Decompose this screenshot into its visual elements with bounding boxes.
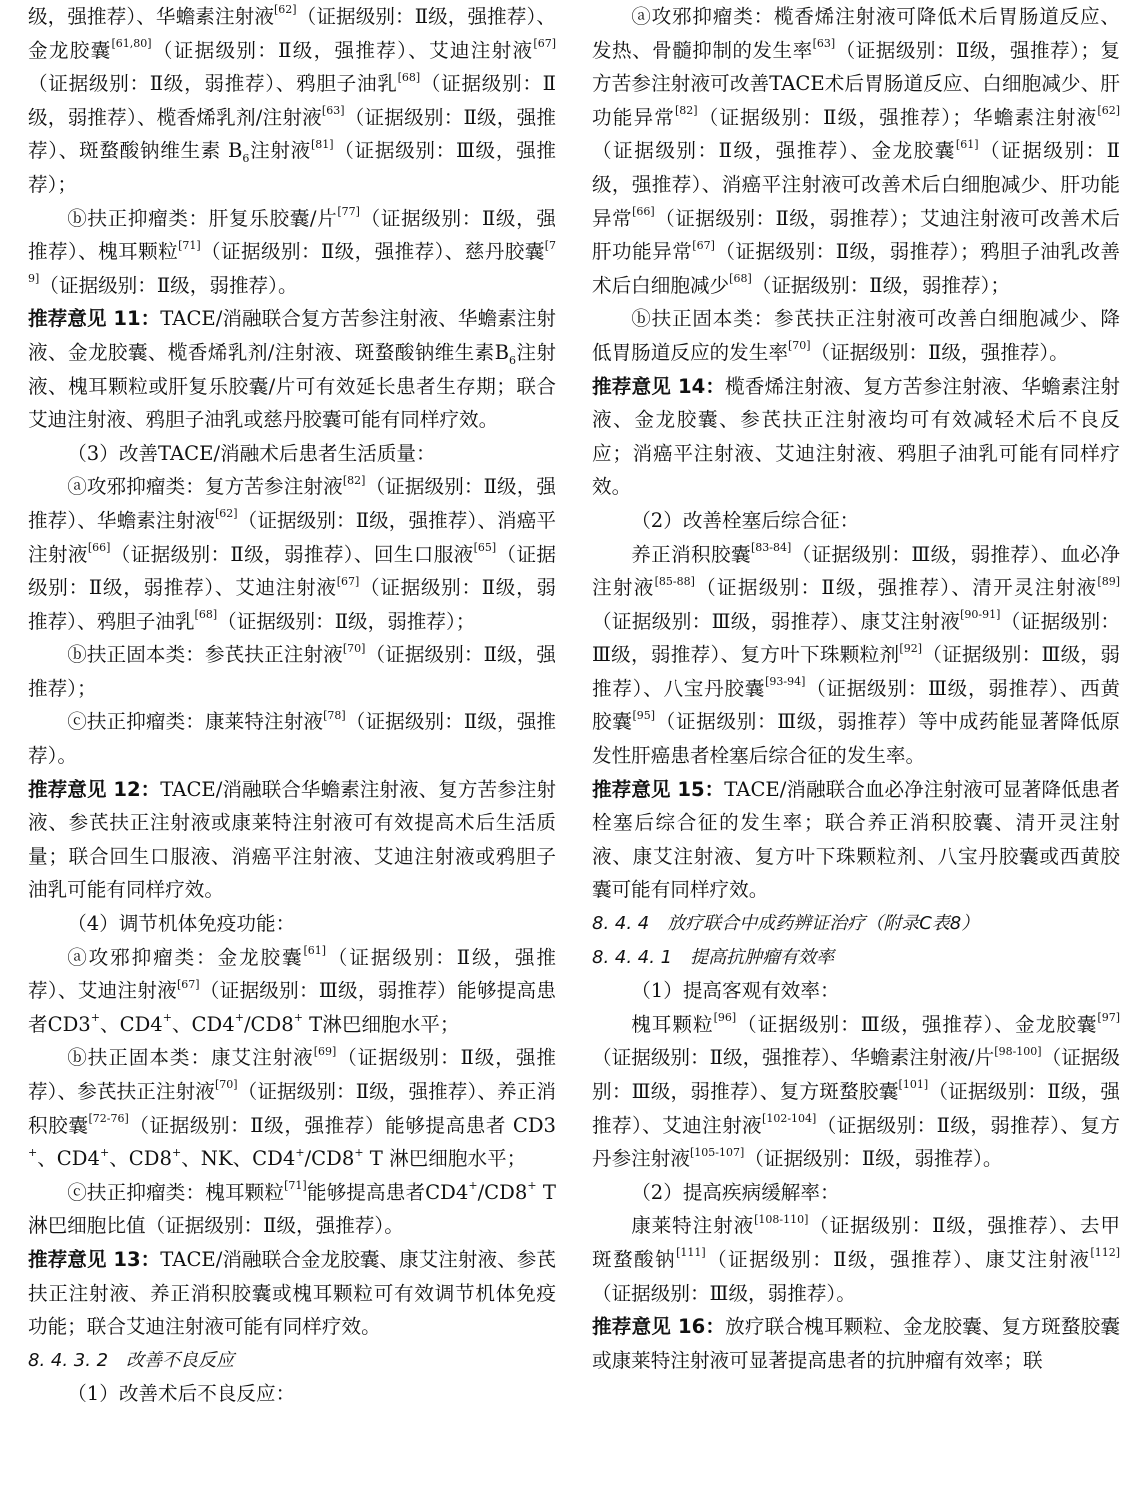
citation-superscript: [105-107] bbox=[689, 1145, 745, 1159]
text-run: ⓒ扶正抑瘤类：槐耳颗粒 bbox=[67, 1180, 285, 1204]
citation-superscript: + bbox=[162, 1011, 172, 1025]
recommendation-label: 推荐意见 13： bbox=[28, 1247, 161, 1271]
citation-superscript: [96] bbox=[713, 1011, 737, 1025]
body-paragraph bbox=[28, 1176, 556, 1243]
text-run: （证据级别：Ⅱ级，弱推荐）； bbox=[751, 273, 1010, 297]
text-run: 能够提高患者CD4 bbox=[306, 1180, 469, 1204]
text-run: （证据级别：Ⅲ级，弱推荐）。 bbox=[592, 1281, 856, 1305]
citation-superscript: [81] bbox=[310, 137, 334, 151]
recommendation-paragraph bbox=[28, 302, 556, 436]
citation-superscript: [69] bbox=[313, 1044, 337, 1058]
text-run: ⓑ扶正固本类：参芪扶正注射液可改善白细胞减少、降低胃肠道反应的发生率 bbox=[592, 307, 1120, 364]
body-paragraph bbox=[28, 638, 556, 705]
body-paragraph bbox=[592, 1008, 1120, 1176]
text-run: （证据级别：Ⅱ级，强推荐）、金龙胶囊 bbox=[28, 5, 556, 62]
citation-superscript: [70] bbox=[787, 339, 811, 353]
text-run: 、NK、CD4 bbox=[181, 1147, 296, 1171]
body-paragraph bbox=[592, 538, 1120, 773]
text-run: ⓑ扶正抑瘤类：肝复乐胶囊/片 bbox=[67, 206, 338, 230]
text-run: T淋巴细胞水平； bbox=[302, 1012, 460, 1036]
citation-superscript: [85-88] bbox=[654, 574, 695, 588]
text-run: （证据级别：Ⅲ级，弱推荐）、康艾注射液 bbox=[592, 609, 961, 633]
text-run: （证据级别：Ⅱ级，弱推荐）、艾迪注射液 bbox=[28, 542, 556, 600]
body-paragraph bbox=[592, 1209, 1120, 1310]
text-run: （证据级别：Ⅱ级，强推荐）、慈丹胶囊 bbox=[200, 240, 545, 264]
recommendation-paragraph bbox=[28, 773, 556, 907]
text-run: （证据级别：Ⅱ级，强推荐）、康艾注射液 bbox=[705, 1247, 1091, 1271]
citation-superscript: [71] bbox=[178, 238, 201, 252]
text-run: （证据级别：Ⅲ级，强推荐）； bbox=[28, 139, 557, 196]
text-run: 、CD4 bbox=[37, 1147, 100, 1171]
text-run: 8. 4. 4. 1 提高抗肿瘤有效率 bbox=[592, 946, 835, 968]
citation-superscript: + bbox=[295, 1145, 305, 1159]
text-run: TACE/消融联合血必净注射液可显著降低患者栓塞后综合征的发生率；联合养正消积胶囊、清开灵注射液、康艾注射液、复方叶下珠颗粒剂、八宝丹胶囊或西黄胶囊可能有同样疗效。 bbox=[592, 777, 1120, 902]
text-run: （证据级别：Ⅱ级，强推荐）；复方苦参注射液可改善TACE术后胃肠道反应、白细胞减少、肝功能异常 bbox=[592, 38, 1120, 129]
text-run: （证据级别：Ⅱ级，强推荐）； bbox=[28, 643, 556, 700]
recommendation-paragraph bbox=[28, 1243, 556, 1344]
citation-superscript: [89] bbox=[1097, 574, 1120, 588]
body-paragraph bbox=[28, 202, 556, 303]
citation-superscript: + bbox=[234, 1011, 244, 1025]
text-run: （证据级别：Ⅲ级，弱推荐）能够提高患者CD3 bbox=[28, 979, 556, 1036]
text-run: 榄香烯注射液、复方苦参注射液、华蟾素注射液、金龙胶囊、参芪扶正注射液均可有效减轻术后不良反应；消癌平注射液、艾迪注射液、鸦胆子油乳可能有同样疗效。 bbox=[592, 374, 1120, 499]
body-paragraph bbox=[592, 1176, 1120, 1210]
text-run: T淋巴细胞比值（证据级别：Ⅱ级，强推荐）。 bbox=[28, 1180, 556, 1238]
text-run: （证据级别：Ⅱ级，弱推荐）、回生口服液 bbox=[110, 542, 474, 566]
text-run: （证据级别：Ⅱ级，强推荐）、华蟾素注射液/片 bbox=[592, 1046, 995, 1070]
text-run: （证据级别：Ⅱ级，强推荐）能够提高患者 CD3 bbox=[128, 1113, 557, 1137]
body-paragraph bbox=[28, 1041, 556, 1175]
recommendation-paragraph bbox=[592, 370, 1120, 504]
text-run: 康莱特注射液 bbox=[631, 1214, 755, 1238]
body-paragraph bbox=[28, 1377, 556, 1411]
text-run: （证据级别：Ⅲ级，强推荐）、金龙胶囊 bbox=[736, 1012, 1098, 1036]
text-run: （证据级别：Ⅱ级，强推荐）、槐耳颗粒 bbox=[28, 206, 556, 264]
citation-superscript: + bbox=[468, 1179, 478, 1193]
citation-superscript: [77] bbox=[337, 205, 360, 219]
text-run: （证据级别：Ⅱ级，强推荐）、养正消积胶囊 bbox=[28, 1080, 556, 1137]
citation-superscript: [66] bbox=[87, 540, 111, 554]
text-run: （证据级别：Ⅱ级，弱推荐）、复方丹参注射液 bbox=[592, 1113, 1120, 1171]
citation-superscript: [70] bbox=[214, 1078, 238, 1092]
text-run: 养正消积胶囊 bbox=[631, 542, 751, 566]
text-run: ⓐ攻邪抑瘤类：复方苦参注射液 bbox=[67, 475, 343, 499]
text-run: 、CD4 bbox=[171, 1012, 235, 1036]
text-run: （证据级别：Ⅱ级，弱推荐）。 bbox=[39, 273, 298, 297]
citation-superscript: [65] bbox=[473, 540, 497, 554]
text-run: 、CD8 bbox=[109, 1147, 172, 1171]
text-run: （3）改善TACE/消融术后患者生活质量： bbox=[67, 441, 436, 465]
citation-superscript: [111] bbox=[676, 1246, 706, 1260]
text-run: /CD8 bbox=[477, 1180, 528, 1204]
text-run: （证据级别：Ⅲ级，弱推荐）、西黄胶囊 bbox=[592, 676, 1120, 734]
body-paragraph bbox=[28, 437, 556, 471]
citation-superscript: [62] bbox=[1097, 104, 1120, 118]
citation-superscript: [102-104] bbox=[762, 1112, 817, 1126]
text-run: TACE/消融联合复方苦参注射液、华蟾素注射液、金龙胶囊、榄香烯乳剂/注射液、斑蝥酸钠维生素B bbox=[28, 307, 556, 364]
citation-superscript: [67] bbox=[336, 574, 360, 588]
citation-superscript: [71] bbox=[284, 1179, 307, 1193]
text-run: （证据级别：Ⅱ级，强推荐）；华蟾素注射液 bbox=[697, 105, 1098, 129]
citation-superscript: [92] bbox=[899, 641, 922, 655]
subscript: 6 bbox=[242, 152, 250, 166]
text-run: （证据级别：Ⅲ级，弱推荐）、八宝丹胶囊 bbox=[592, 643, 1120, 700]
citation-superscript: + bbox=[354, 1145, 364, 1159]
citation-superscript: [62] bbox=[214, 507, 238, 521]
citation-superscript: [70] bbox=[342, 641, 366, 655]
citation-superscript: [61] bbox=[303, 944, 327, 958]
citation-superscript: [68] bbox=[729, 272, 752, 286]
section-heading bbox=[592, 907, 1120, 941]
citation-superscript: + bbox=[527, 1179, 537, 1193]
text-run: （证据级别：Ⅱ级，强推荐）。 bbox=[28, 710, 556, 768]
body-paragraph bbox=[28, 705, 556, 772]
citation-superscript: [66] bbox=[632, 205, 655, 219]
recommendation-label: 推荐意见 16： bbox=[592, 1315, 726, 1339]
citation-superscript: [112] bbox=[1090, 1246, 1120, 1260]
text-run: （证据级别：Ⅱ级，强推荐）、金龙胶囊 bbox=[592, 139, 956, 163]
citation-superscript: [67] bbox=[533, 37, 556, 51]
text-run: （证据级别：Ⅲ级，弱推荐）等中成药能显著降低原发性肝癌患者栓塞后综合征的发生率。 bbox=[592, 710, 1121, 768]
text-run: （证据级别：Ⅱ级，弱推荐）； bbox=[217, 609, 476, 633]
text-run: TACE/消融联合金龙胶囊、康艾注射液、参芪扶正注射液、养正消积胶囊或槐耳颗粒可有效调节机体免疫功能；联合艾迪注射液可能有同样疗效。 bbox=[28, 1247, 556, 1339]
citation-superscript: [68] bbox=[194, 608, 218, 622]
text-run: （证据级别：Ⅱ级，弱推荐）、鸦胆子油乳 bbox=[28, 72, 398, 96]
text-run: ⓐ攻邪抑瘤类：榄香烯注射液可降低术后胃肠道反应、发热、骨髓抑制的发生率 bbox=[592, 5, 1120, 62]
text-run: （证据级别：Ⅱ级，强推荐）、斑蝥酸钠维生素 B bbox=[28, 105, 556, 163]
citation-superscript: + bbox=[99, 1145, 110, 1159]
text-run: （证据级别：Ⅱ级，强推荐）、消癌平注射液可改善术后白细胞减少、肝功能异常 bbox=[592, 139, 1120, 230]
citation-superscript: [67] bbox=[692, 238, 715, 252]
text-run: （证据级别：Ⅲ级，弱推荐）、血必净注射液 bbox=[592, 542, 1120, 600]
recommendation-label: 推荐意见 15： bbox=[592, 777, 725, 801]
citation-superscript: + bbox=[293, 1011, 303, 1025]
text-run: （证据级别：Ⅱ级，强推荐）、消癌平注射液 bbox=[28, 508, 556, 566]
citation-superscript: [61] bbox=[955, 137, 979, 151]
text-run: （证据级别：Ⅱ级，强推荐）、去甲斑蝥酸钠 bbox=[592, 1214, 1120, 1271]
citation-superscript: [62] bbox=[274, 3, 297, 17]
text-run: （证据级别：Ⅱ级，弱推荐）；鸦胆子油乳改善术后白细胞减少 bbox=[592, 240, 1121, 297]
text-run: （证据级别：Ⅱ级，弱推荐）、鸦胆子油乳 bbox=[28, 576, 556, 633]
citation-superscript: [72-76] bbox=[88, 1112, 129, 1126]
recommendation-label: 推荐意见 14： bbox=[592, 374, 726, 398]
citation-superscript: [95] bbox=[632, 708, 656, 722]
body-paragraph bbox=[592, 0, 1120, 302]
text-run: 8. 4. 4 放疗联合中成药辨证治疗（附录C表8） bbox=[592, 913, 980, 935]
text-run: （证据级别：Ⅱ级，强推荐）、艾迪注射液 bbox=[592, 1080, 1120, 1137]
citation-superscript: [68] bbox=[397, 70, 421, 84]
citation-superscript: [63] bbox=[812, 37, 836, 51]
subscript: 6 bbox=[509, 353, 517, 367]
text-run: （证据级别：Ⅱ级，弱推荐）、榄香烯乳剂/注射液 bbox=[28, 72, 556, 129]
citation-superscript: [97] bbox=[1097, 1011, 1120, 1025]
body-paragraph bbox=[592, 504, 1120, 538]
citation-superscript: [98-100] bbox=[994, 1044, 1042, 1058]
text-run: TACE/消融联合华蟾素注射液、复方苦参注射液、参芪扶正注射液或康莱特注射液可有效提高术后生活质量；联合回生口服液、消癌平注射液、艾迪注射液或鸦胆子油乳可能有同样疗效。 bbox=[28, 777, 556, 902]
citation-superscript: [63] bbox=[321, 104, 345, 118]
recommendation-paragraph bbox=[592, 1310, 1120, 1377]
left-column bbox=[28, 0, 556, 1411]
citation-superscript: [67] bbox=[176, 977, 200, 991]
text-run: ⓐ攻邪抑瘤类：金龙胶囊 bbox=[67, 945, 304, 969]
citation-superscript: + bbox=[90, 1011, 100, 1025]
section-heading bbox=[592, 941, 1120, 975]
right-column bbox=[592, 0, 1120, 1377]
text-run: （证据级别：Ⅲ级，弱推荐）、复方斑蝥胶囊 bbox=[592, 1046, 1121, 1103]
citation-superscript: + bbox=[28, 1145, 38, 1159]
text-run: 8. 4. 3. 2 改善不良反应 bbox=[28, 1349, 235, 1371]
text-run: （证据级别：Ⅱ级，弱推荐）。 bbox=[744, 1147, 1003, 1171]
text-run: （2）改善栓塞后综合征： bbox=[631, 508, 860, 532]
recommendation-label: 推荐意见 12： bbox=[28, 777, 161, 801]
body-paragraph bbox=[592, 974, 1120, 1008]
body-paragraph bbox=[28, 470, 556, 638]
citation-superscript: [90-91] bbox=[960, 608, 1001, 622]
citation-superscript: [82] bbox=[674, 104, 698, 118]
citation-superscript: [79] bbox=[28, 238, 556, 286]
text-run: 注射液 bbox=[249, 139, 311, 163]
text-run: 放疗联合槐耳颗粒、金龙胶囊、复方斑蝥胶囊或康莱特注射液可显著提高患者的抗肿瘤有效率；联 bbox=[592, 1315, 1120, 1372]
text-run: （证据级别：Ⅱ级，强推荐）、艾迪注射液 bbox=[28, 945, 556, 1003]
body-paragraph bbox=[28, 907, 556, 941]
text-run: （2）提高疾病缓解率： bbox=[631, 1180, 840, 1204]
text-run: （证据级别：Ⅲ级，弱推荐）、复方叶下珠颗粒剂 bbox=[592, 609, 1120, 667]
citation-superscript: [82] bbox=[342, 473, 366, 487]
text-run: /CD8 bbox=[243, 1012, 294, 1036]
text-run: （证据级别：Ⅱ级，弱推荐）；艾迪注射液可改善术后肝功能异常 bbox=[592, 206, 1120, 264]
citation-superscript: [93-94] bbox=[765, 675, 806, 689]
text-run: （证据级别：Ⅱ级，强推荐）、参芪扶正注射液 bbox=[28, 1046, 556, 1103]
citation-superscript: [83-84] bbox=[750, 540, 792, 554]
recommendation-label: 推荐意见 11： bbox=[28, 307, 161, 331]
text-run: （证据级别：Ⅱ级，强推荐）、艾迪注射液 bbox=[151, 38, 534, 62]
text-run: /CD8 bbox=[304, 1147, 355, 1171]
text-run: 槐耳颗粒 bbox=[631, 1012, 714, 1036]
citation-superscript: [78] bbox=[323, 708, 346, 722]
text-run: （证据级别：Ⅱ级，强推荐）、清开灵注射液 bbox=[694, 576, 1098, 600]
text-run: （1）改善术后不良反应： bbox=[67, 1382, 296, 1406]
citation-superscript: + bbox=[171, 1145, 182, 1159]
text-run: （证据级别：Ⅱ级，强推荐）、华蟾素注射液 bbox=[28, 475, 556, 532]
text-run: ⓒ扶正抑瘤类：康莱特注射液 bbox=[67, 710, 324, 734]
text-run: （4）调节机体免疫功能： bbox=[67, 912, 296, 936]
citation-superscript: [101] bbox=[898, 1078, 929, 1092]
text-run: 注射液、槐耳颗粒或肝复乐胶囊/片可有效延长患者生存期；联合艾迪注射液、鸦胆子油乳或慈丹胶囊可能有同样疗效。 bbox=[28, 340, 556, 432]
section-heading bbox=[28, 1344, 556, 1378]
text-run: ⓑ扶正固本类：康艾注射液 bbox=[67, 1046, 314, 1070]
text-run: T 淋巴细胞水平； bbox=[363, 1147, 527, 1171]
body-paragraph bbox=[28, 941, 556, 1042]
text-run: 、CD4 bbox=[99, 1012, 163, 1036]
body-paragraph-continued bbox=[28, 0, 556, 202]
text-run: ⓑ扶正固本类：参芪扶正注射液 bbox=[67, 643, 343, 667]
citation-superscript: [108-110] bbox=[754, 1212, 809, 1226]
body-paragraph bbox=[592, 302, 1120, 369]
recommendation-paragraph bbox=[592, 773, 1120, 907]
text-run: （1）提高客观有效率： bbox=[631, 979, 840, 1003]
citation-superscript: [61,80] bbox=[111, 37, 152, 51]
text-run: （证据级别：Ⅱ级，强推荐）。 bbox=[810, 340, 1069, 364]
text-run: 级，强推荐）、华蟾素注射液 bbox=[28, 5, 274, 28]
